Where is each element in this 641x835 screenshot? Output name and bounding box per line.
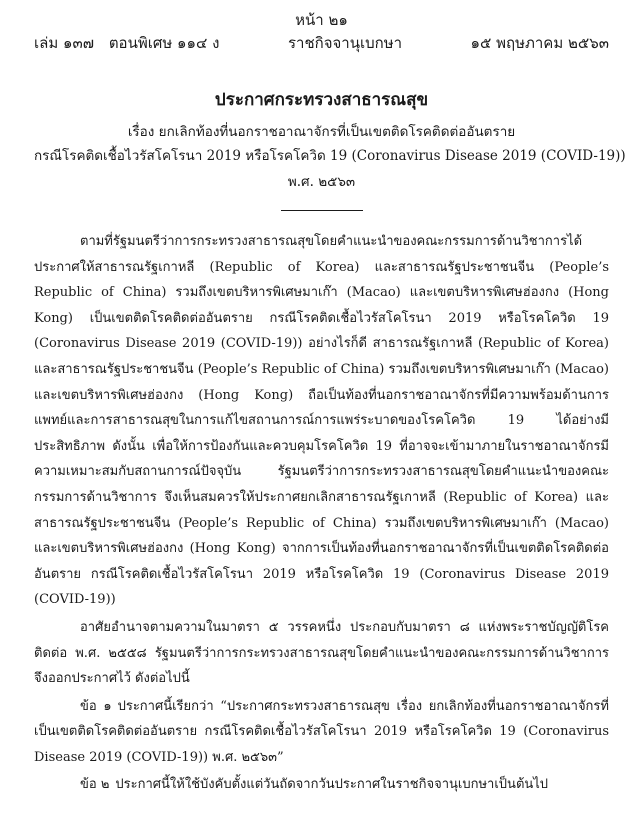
gazette-name: ราชกิจจานุเบกษา <box>287 34 403 52</box>
clause-1 <box>34 694 609 771</box>
volume-number: เล่ม ๑๓๗ <box>34 34 95 52</box>
clause-text: ประกาศนี้ให้ใช้บังคับตั้งแต่วันถัดจากวันประกาศในราชกิจจานุเบกษาเป็นต้นไป <box>115 777 549 793</box>
clause-label: ข้อ ๑ <box>80 698 112 714</box>
header-left <box>34 32 220 54</box>
title-divider <box>281 210 363 211</box>
publication-date: ๑๕ พฤษภาคม ๒๕๖๓ <box>470 34 609 52</box>
announcement-title: ประกาศกระทรวงสาธารณสุข <box>214 90 429 110</box>
authority-paragraph: อาศัยอำนาจตามความในมาตรา ๕ วรรคหนึ่ง ประกอบกับมาตรา ๘ แห่งพระราชบัญญัติโรคติดต่อ พ.ศ. ๒๕๕๘ รัฐมนตรีว่าการกระทรวงสาธารณสุขโดยคำแนะนำของคณะกรรมการด้านวิชาการ จึงออกประกาศไว้ ดังต่อไปนี้ <box>34 619 609 687</box>
gazette-header <box>34 32 609 54</box>
announcement-year: พ.ศ. ๒๕๖๓ <box>287 174 356 190</box>
page-number: หน้า ๒๑ <box>295 11 348 29</box>
announcement-subject <box>34 120 626 168</box>
issue-number: ตอนพิเศษ ๑๑๔ ง <box>108 34 220 52</box>
clause-2 <box>34 772 609 798</box>
subject-line: กรณีโรคติดเชื้อไวรัสโคโรนา 2019 หรือโรคโควิด 19 (Coronavirus Disease 2019 (COVID-19)) <box>34 148 626 164</box>
clause-label: ข้อ ๒ <box>80 777 110 793</box>
preamble-paragraph: ตามที่รัฐมนตรีว่าการกระทรวงสาธารณสุขโดยคำแนะนำของคณะกรรมการด้านวิชาการได้ประกาศให้สาธารณรัฐเกาหลี (Republic of Korea) และสาธารณรัฐประชาชนจีน (People’s Republic of China) รวมถึงเขตบริหารพิเศษมาเก๊า (Macao) และเขตบริหารพิเศษฮ่องกง (Hong Kong) เป็นเขตติดโรคติดต่ออันตราย กรณีโรคติดเชื้อไวรัสโคโรนา 2019 หรือโรคโควิด 19 (Coronavirus Disease 2019 (COVID-19)) อย่างไรก็ดี สาธารณรัฐเกาหลี (Republic of Korea) และสาธารณรัฐประชาชนจีน (People’s Republic of China) รวมถึงเขตบริหารพิเศษมาเก๊า (Macao) และเขตบริหารพิเศษฮ่องกง (Hong Kong) ถือเป็นท้องที่นอกราชอาณาจักรที่มีความพร้อมด้านการแพทย์และการสาธารณสุขในการแก้ไขสถานการณ์การแพร่ระบาดของโรคโควิด 19 ได้อย่างมีประสิทธิภาพ ดังนั้น เพื่อให้การป้องกันและควบคุมโรคโควิด 19 ที่อาจจะเข้ามาภายในราชอาณาจักรมีความเหมาะสมกับสถานการณ์ปัจจุบัน รัฐมนตรีว่าการกระทรวงสาธารณสุขโดยคำแนะนำของคณะกรรมการด้านวิชาการ จึงเห็นสมควรให้ประกาศยกเลิกสาธารณรัฐเกาหลี (Republic of Korea) และสาธารณรัฐประชาชนจีน (People’s Republic of China) รวมถึงเขตบริหารพิเศษมาเก๊า (Macao) และเขตบริหารพิเศษฮ่องกง (Hong Kong) จากการเป็นท้องที่นอกราชอาณาจักรที่เป็นเขตติดโรคติดต่ออันตราย กรณีโรคติดเชื้อไวรัสโคโรนา 2019 หรือโรคโควิด 19 (Coronavirus Disease 2019 (COVID-19)) <box>34 234 609 608</box>
clause-text: ประกาศนี้เรียกว่า “ประกาศกระทรวงสาธารณสุข เรื่อง ยกเลิกท้องที่นอกราชอาณาจักรที่เป็นเขตติดโรคติดต่ออันตราย กรณีโรคติดเชื้อไวรัสโคโรนา 2019 หรือโรคโควิด 19 (Coronavirus Disease 2019 (COVID-19)) พ.ศ. ๒๕๖๓” <box>34 698 609 765</box>
subject-line: เรื่อง ยกเลิกท้องที่นอกราชอาณาจักรที่เป็นเขตติดโรคติดต่ออันตราย <box>127 124 516 140</box>
